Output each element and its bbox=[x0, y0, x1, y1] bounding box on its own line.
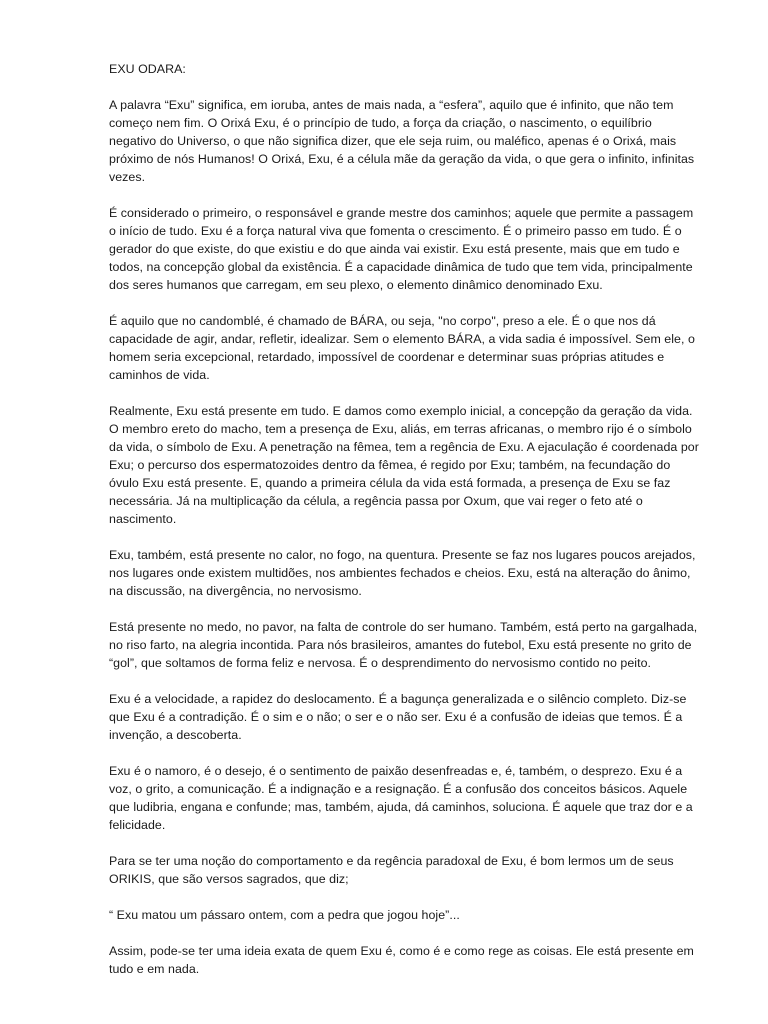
paragraph-6: Está presente no medo, no pavor, na falta de controle do ser humano. Também, está perto na gargalhada, no riso farto, na alegria incontida. Para nós brasileiros, amantes do futebol, Exu está presente no grito de “gol”, que soltamos de forma feliz e nervosa. É o desprendimento do nervosismo contido no peito. bbox=[109, 620, 698, 670]
paragraph-7: Exu é a velocidade, a rapidez do deslocamento. É a bagunça generalizada e o silêncio completo. Diz-se que Exu é a contradição. É o sim e o não; o ser e o não ser. Exu é a confusão de ideias que temos. É a invenção, a descoberta. bbox=[109, 692, 687, 742]
paragraph-11: Assim, pode-se ter uma ideia exata de quem Exu é, como é e como rege as coisas. Ele está presente em tudo e em nada. bbox=[109, 944, 694, 976]
document-body bbox=[109, 60, 699, 996]
paragraph-3: É aquilo que no candomblé, é chamado de BÁRA, ou seja, "no corpo", preso a ele. É o que nos dá capacidade de agir, andar, refletir, idealizar. Sem o elemento BÁRA, a vida sadia é impossível. Sem ele, o homem seria excepcional, retardado, impossível de coordenar e determinar suas próprias atitudes e caminhos de vida. bbox=[109, 314, 695, 382]
paragraph-quote: “ Exu matou um pássaro ontem, com a pedra que jogou hoje”... bbox=[109, 908, 460, 922]
paragraph-9: Para se ter uma noção do comportamento e da regência paradoxal de Exu, é bom lermos um de seus ORIKIS, que são versos sagrados, que diz; bbox=[109, 854, 674, 886]
paragraph-5: Exu, também, está presente no calor, no fogo, na quentura. Presente se faz nos lugares poucos arejados, nos lugares onde existem multidões, nos ambientes fechados e cheios. Exu, está na alteração do ânimo, na discussão, na divergência, no nervosismo. bbox=[109, 548, 696, 598]
paragraph-8: Exu é o namoro, é o desejo, é o sentimento de paixão desenfreadas e, é, também, o desprezo. Exu é a voz, o grito, a comunicação. É a indignação e a resignação. É a confusão dos conceitos básicos. Aquele que ludibria, engana e confunde; mas, também, ajuda, dá caminhos, soluciona. É aquele que traz dor e a felicidade. bbox=[109, 764, 693, 832]
paragraph-4: Realmente, Exu está presente em tudo. E damos como exemplo inicial, a concepção da geração da vida. O membro ereto do macho, tem a presença de Exu, aliás, em terras africanas, o membro rijo é o símbolo da vida, o símbolo de Exu. A penetração na fêmea, tem a regência de Exu. A ejaculação é coordenada por Exu; o percurso dos espermatozoides dentro da fêmea, é regido por Exu; também, na fecundação do óvulo Exu está presente. E, quando a primeira célula da vida está formada, a presença de Exu se faz necessária. Já na multiplicação da célula, a regência passa por Oxum, que vai reger o feto até o nascimento. bbox=[109, 404, 699, 526]
paragraph-1: A palavra “Exu” significa, em ioruba, antes de mais nada, a “esfera”, aquilo que é infinito, que não tem começo nem fim. O Orixá Exu, é o princípio de tudo, a força da criação, o nascimento, o equilíbrio negativo do Universo, o que não significa dizer, que ele seja ruim, ou maléfico, apenas é o Orixá, mais próximo de nós Humanos! O Orixá, Exu, é a célula mãe da geração da vida, o que gera o infinito, infinitas vezes. bbox=[109, 98, 695, 184]
document-title: EXU ODARA: bbox=[109, 62, 186, 76]
paragraph-2: É considerado o primeiro, o responsável e grande mestre dos caminhos; aquele que permite a passagem o início de tudo. Exu é a força natural viva que fomenta o crescimento. É o primeiro passo em tudo. É o gerador do que existe, do que existiu e do que ainda vai existir. Exu está presente, mais que em tudo e todos, na concepção global da existência. É a capacidade dinâmica de tudo que tem vida, principalmente dos seres humanos que carregam, em seu plexo, o elemento dinâmico denominado Exu. bbox=[109, 206, 694, 292]
